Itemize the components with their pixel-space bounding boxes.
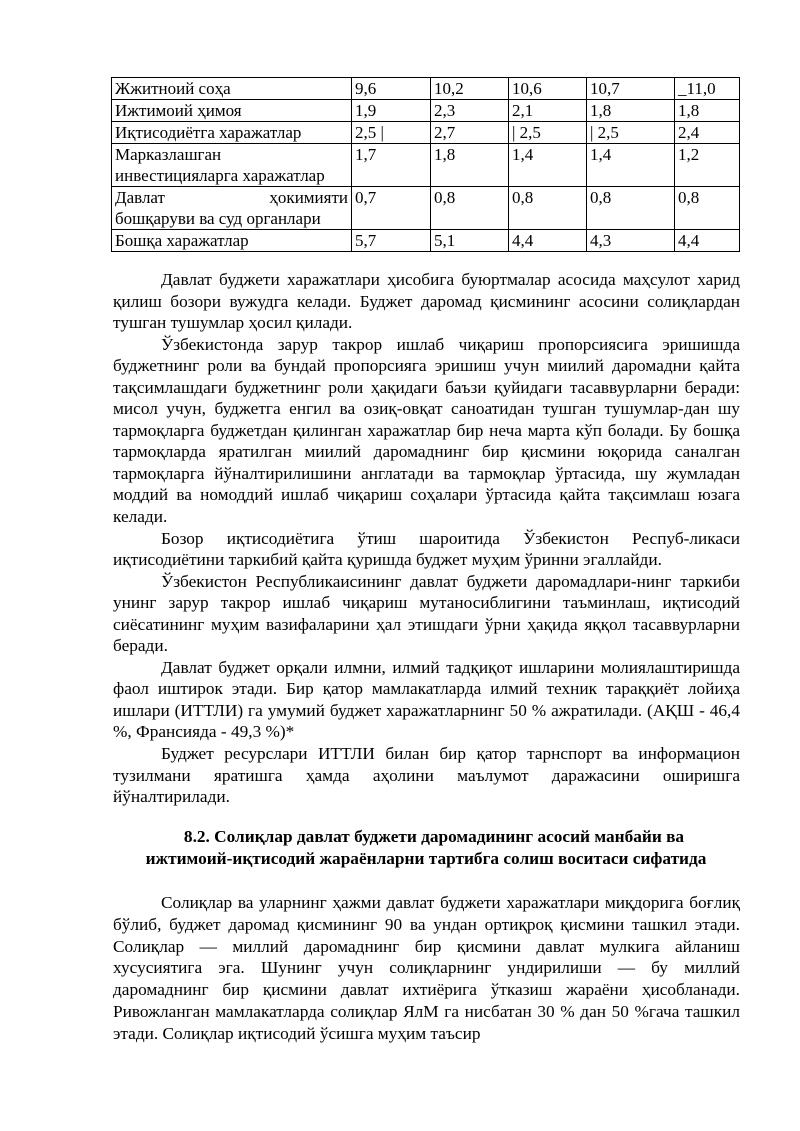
section-heading [110,826,742,870]
row-label [112,187,352,230]
table-cell: 1,4 [587,144,675,187]
row-label-line: Марказлашган [115,145,222,164]
table-cell: 10,2 [431,78,509,100]
row-label [112,144,352,187]
row-label-line: инвестицияларга харажатлар [115,166,325,185]
paragraph: Буджет ресурслари ИТТЛИ билан бир қатор тарнспорт ва информацион тузилмани яратишга ҳамда аҳолини маълумот даражасини оширишга йўналтирилади. [113,744,740,807]
table-cell: 1,8 [587,100,675,122]
table-cell: 2,5 | [352,122,431,144]
table-cell: 2,4 [675,122,740,144]
section-heading-line: ижтимоий-иқтисодий жараёнларни тартибга солиш воситаси сифатида [145,849,707,868]
table-cell: 1,7 [352,144,431,187]
table-cell: 1,8 [675,100,740,122]
paragraph: Бозор иқтисодиётига ўтиш шароитида Ўзбекистон Респуб-ликаси иқтисодиётини таркибий қайта қуришда буджет муҳим ўринни эгаллайди. [113,528,740,570]
paragraph: Ўзбекистон Республикаисининг давлат буджети даромадлари-нинг таркиби унинг зарур такрор ишлаб чиқариш мутаносиблигини таъминлаш, иқтисодий сиёсатининг муҳим вазифаларини ҳал этишдаги ўрни ҳақида яққол тасаввурларни беради. [113,571,740,656]
row-label-line: Давлат ҳокимияти [115,188,348,207]
table-cell: 2,1 [509,100,587,122]
table-cell: 0,8 [587,187,675,230]
section-body-text [113,892,740,1045]
table-cell: 2,3 [431,100,509,122]
table-cell: 4,4 [675,230,740,252]
table-row [112,122,740,144]
table-cell: 4,3 [587,230,675,252]
table-cell: 0,7 [352,187,431,230]
row-label: Бошқа харажатлар [112,230,352,252]
paragraph: Солиқлар ва уларнинг ҳажми давлат буджети харажатлари миқдорига боғлиқ бўлиб, буджет даромад қисмининг 90 ва ундан ортиқроқ қисмини ташкил этади. Солиқлар — миллий даромаднинг бир қисмини давлат мулкига айланиш хусусиятига эга. Шунинг учун солиқларнинг ундирилиши — бу миллий даромаднинг бир қисмини давлат ихтиёрига ўтказиш жараёни ҳисобланади. Ривожланган мамлакатларда солиқлар ЯлМ га нисбатан 30 % дан 50 %гача ташкил этади. Солиқлар иқтисодий ўсишга муҳим таъсир [113,893,740,1043]
table-cell: 0,8 [675,187,740,230]
row-label-line: бошқаруви ва суд органлари [115,209,321,228]
table-cell: 10,7 [587,78,675,100]
table-row [112,78,740,100]
table-cell: _11,0 [675,78,740,100]
body-text [113,269,740,808]
paragraph: Давлат буджети харажатлари ҳисобига буюртмалар асосида маҳсулот харид қилиш бозори вужудга келади. Буджет даромад қисмининг асосини солиқлардан тушган тушумлар ҳосил қилади. [113,270,740,333]
budget-expenditure-table [111,77,740,252]
table-cell: 4,4 [509,230,587,252]
table-cell: 2,7 [431,122,509,144]
section-heading-line: 8.2. Солиқлар давлат буджети даромадининг асосий манбайи ва [183,827,685,846]
paragraph: Давлат буджет орқали илмни, илмий тадқиқот ишларини молиялаштиришда фаол иштирок этади. Бир қатор мамлакатларда илмий техник тараққиёт лойиҳа ишлари (ИТТЛИ) га умумий буджет харажатларнинг 50 % ажратилади. (АҚШ - 46,4 %, Франсияда - 49,3 %)* [113,657,740,742]
table-cell: 0,8 [431,187,509,230]
table-row [112,187,740,230]
table-cell: 1,4 [509,144,587,187]
row-label: Иқтисодиётга харажатлар [112,122,352,144]
table-row [112,144,740,187]
table-cell: | 2,5 [509,122,587,144]
row-label: Жжитноий соҳа [112,78,352,100]
table-row [112,100,740,122]
table-cell: 5,1 [431,230,509,252]
table-cell: 9,6 [352,78,431,100]
table-cell: 1,2 [675,144,740,187]
table-cell: 1,8 [431,144,509,187]
paragraph: Ўзбекистонда зарур такрор ишлаб чиқариш пропорсиясига эришишда буджетнинг роли ва бундай пропорсияга эришиш учун миилий даромадни қайта тақсимлашдаги буджетнинг роли ҳақидаги баъзи қуйидаги тасаввурларни беради: мисол учун, буджетга енгил ва озиқ-овқат саноатидан тушган тушумлар-дан шу тармоқларга буджетдан қилинган харажатлар бир неча марта кўп болади. Бу бошқа тармоқларда яратилган миилий даромаднинг бир қисмини юқорида саналган тармоқларга йўналтирилишини англатади ва тармоқлар ўртасида, шу жумладан моддий ва номоддий ишлаб чиқариш соҳалари ўртасида қайта тақсимлаш юзага келади. [113,334,740,527]
table-cell: 0,8 [509,187,587,230]
table-cell: 10,6 [509,78,587,100]
table-cell: 1,9 [352,100,431,122]
table-cell: | 2,5 [587,122,675,144]
row-label: Ижтимоий ҳимоя [112,100,352,122]
table-row [112,230,740,252]
table-cell: 5,7 [352,230,431,252]
